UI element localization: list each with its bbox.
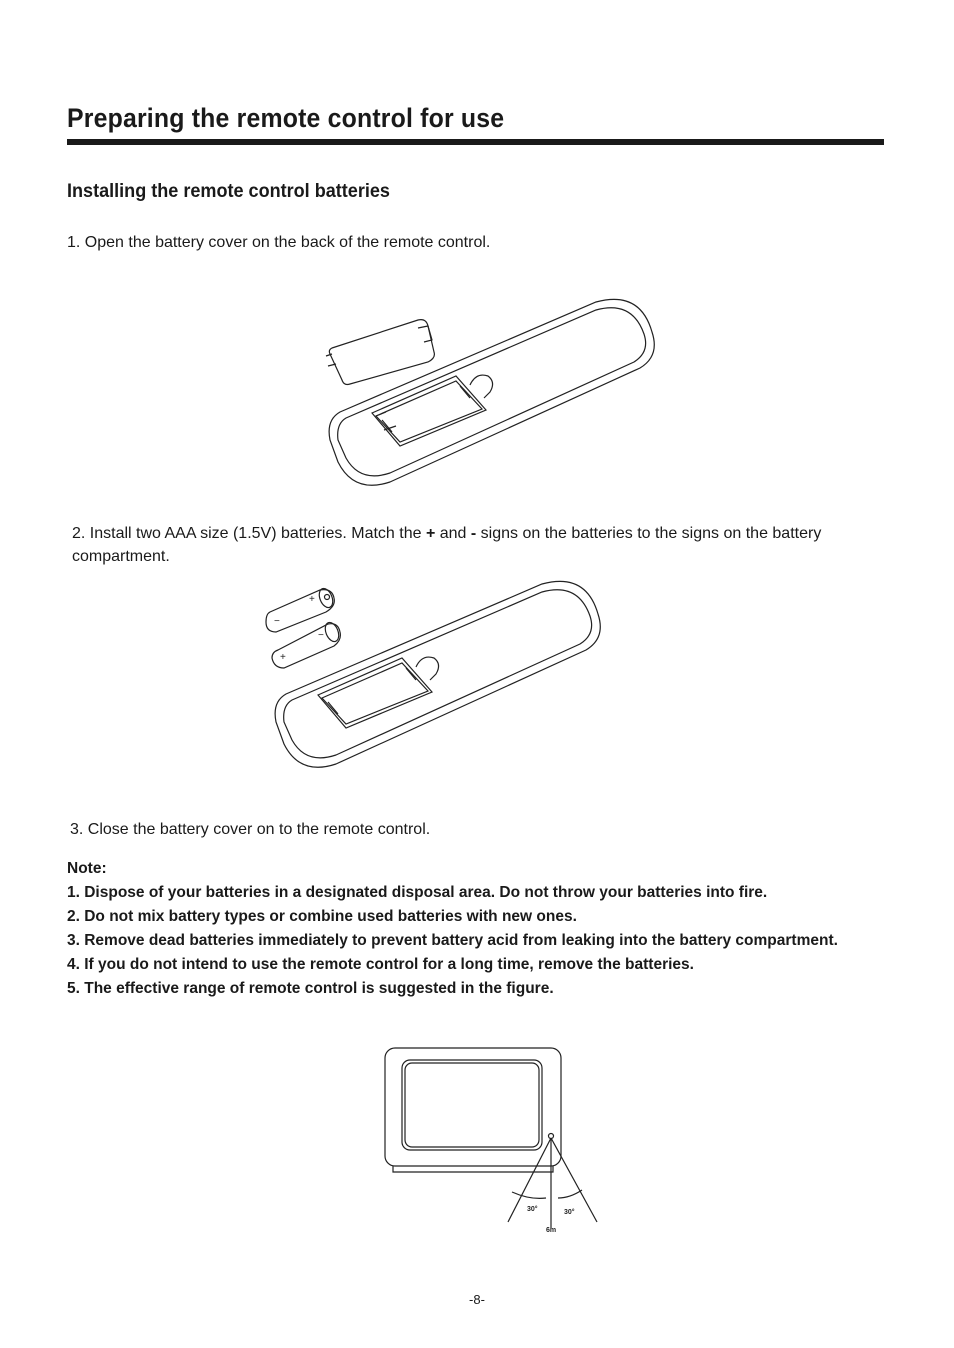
battery-2-plus-label: + (280, 652, 286, 663)
range-distance: 6m (546, 1227, 557, 1234)
note-item: 2. Do not mix battery types or combine used batteries with new ones. (67, 908, 577, 925)
note-item: 4. If you do not intend to use the remote control for a long time, remove the batteries. (67, 956, 694, 973)
page-number: -8- (469, 1292, 485, 1307)
battery-1-plus-label: + (309, 594, 315, 605)
range-angle-left: 30° (527, 1206, 538, 1213)
ir-sensor-icon (549, 1134, 554, 1139)
minus-sign: - (470, 525, 477, 542)
step-3-text: 3. Close the battery cover on to the remote control. (70, 821, 431, 838)
tv-frame (385, 1048, 561, 1172)
step-1-text: 1. Open the battery cover on the back of the remote control. (67, 234, 491, 251)
battery-1-minus-label: − (274, 616, 280, 627)
page-title: Preparing the remote control for use (67, 103, 505, 133)
step-2-text-start: 2. Install two AAA size (1.5V) batteries. Match the (72, 525, 426, 542)
note-item: 5. The effective range of remote control is suggested in the figure. (67, 980, 554, 997)
note-item: 3. Remove dead batteries immediately to prevent battery acid from leaking into the battery compartment. (67, 932, 838, 949)
range-lines (508, 1138, 597, 1228)
step-2-text-end: signs on the batteries to the signs on the battery compartment. (72, 525, 822, 565)
section-heading: Installing the remote control batteries (67, 181, 390, 202)
battery-2-minus-label: − (318, 630, 324, 641)
notes-heading: Note: (67, 860, 107, 877)
plus-sign: + (425, 525, 436, 542)
note-item: 1. Dispose of your batteries in a designated disposal area. Do not throw your batteries into fire. (67, 884, 768, 901)
step-2-text-and: and (435, 525, 471, 542)
range-angle-right: 30° (564, 1209, 575, 1216)
